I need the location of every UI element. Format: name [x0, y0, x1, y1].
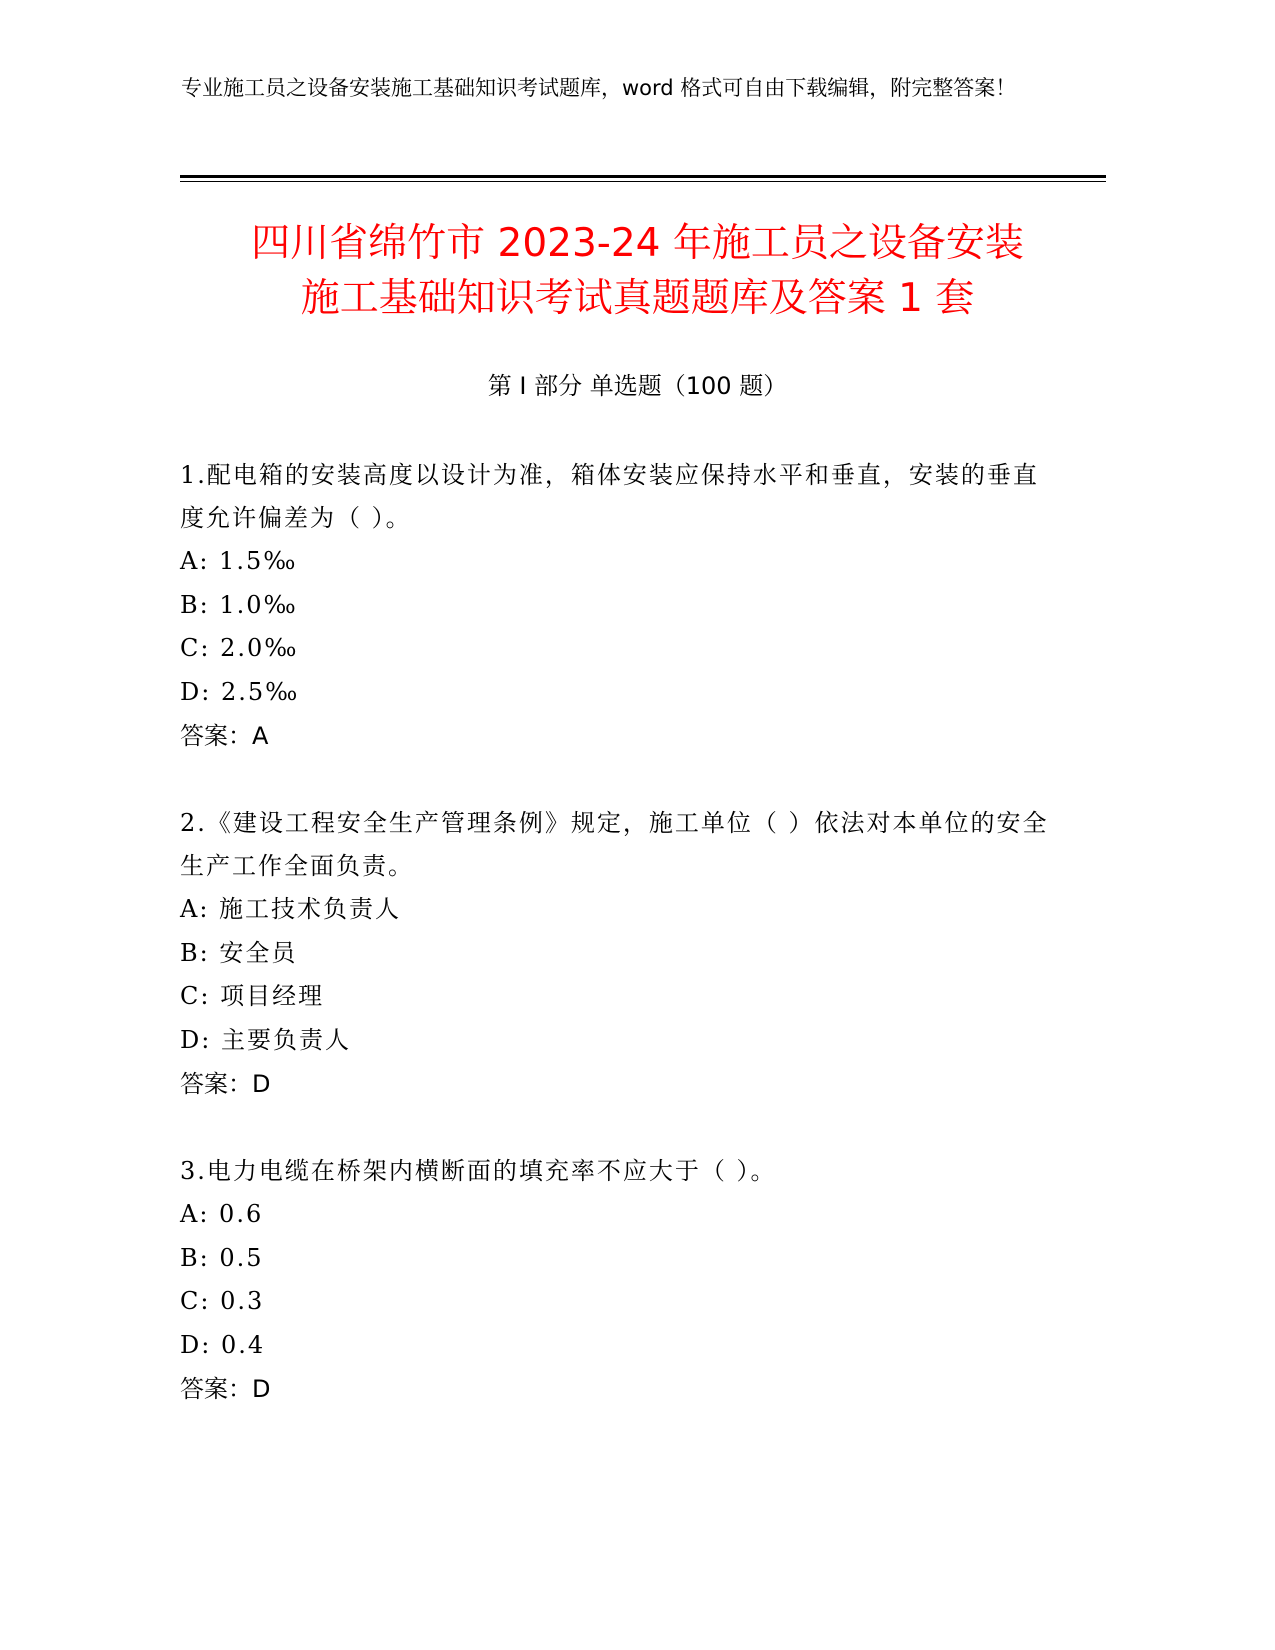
option-c: C: 0.3 — [180, 1287, 265, 1315]
question-2 — [180, 802, 1050, 1106]
question-stem: 2.《建设工程安全生产管理条例》规定，施工单位（ ）依法对本单位的安全生产工作全面负责。 — [180, 809, 1049, 880]
header-divider-thin — [180, 181, 1106, 182]
question-1 — [180, 454, 1050, 758]
document-title — [150, 216, 1125, 326]
answer: 答案：D — [180, 1070, 271, 1098]
option-a: A: 施工技术负责人 — [180, 895, 402, 923]
answer: 答案：A — [180, 722, 269, 750]
header-note: 专业施工员之设备安装施工基础知识考试题库，word 格式可自由下载编辑，附完整答案！ — [181, 76, 1017, 100]
section-heading: 第 I 部分 单选题（100 题） — [487, 372, 788, 400]
option-c: C: 项目经理 — [180, 982, 325, 1010]
question-stem: 3.电力电缆在桥架内横断面的填充率不应大于（ ）。 — [180, 1157, 777, 1185]
option-b: B: 0.5 — [180, 1243, 264, 1272]
document-title-line-2: 施工基础知识考试真题题库及答案 1 套 — [300, 276, 975, 321]
option-c: C: 2.0‰ — [180, 634, 299, 662]
option-d: D: 0.4 — [180, 1330, 266, 1359]
question-stem: 1.配电箱的安装高度以设计为准，箱体安装应保持水平和垂直，安装的垂直度允许偏差为（ ）。 — [180, 461, 1039, 532]
option-b: B: 1.0‰ — [180, 590, 298, 619]
document-title-line-1: 四川省绵竹市 2023-24 年施工员之设备安装 — [251, 221, 1024, 266]
header-divider-thick — [180, 175, 1106, 178]
option-b: B: 安全员 — [180, 938, 298, 967]
option-a: A: 1.5‰ — [180, 547, 298, 575]
option-d: D: 主要负责人 — [180, 1025, 351, 1054]
option-d: D: 2.5‰ — [180, 677, 300, 706]
answer: 答案：D — [180, 1375, 271, 1403]
option-a: A: 0.6 — [180, 1200, 264, 1228]
question-3 — [180, 1150, 1050, 1411]
